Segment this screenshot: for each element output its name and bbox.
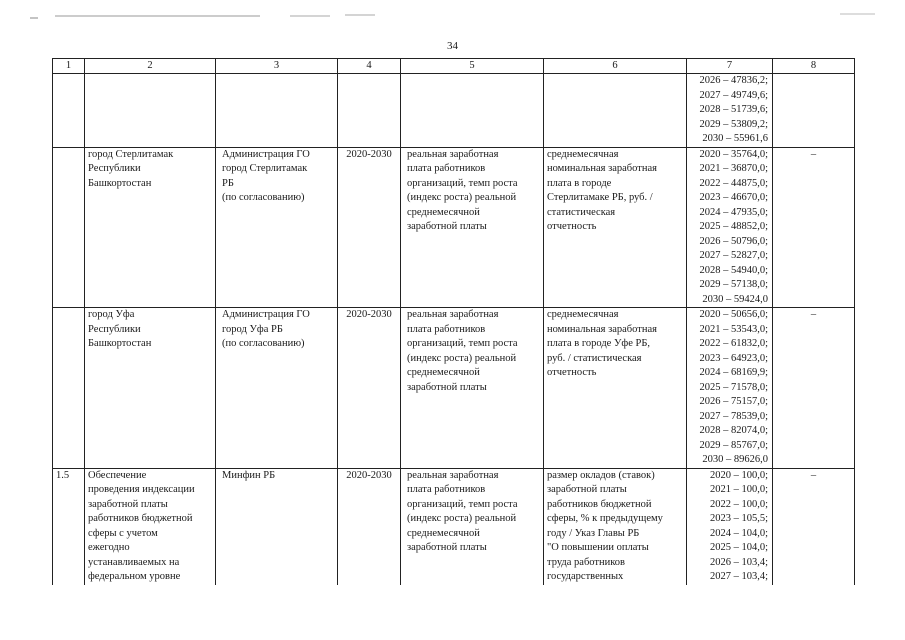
territory-cell: Обеспечение проведения индексации заработной платы работников бюджетной сферы с учетом ежегодно устанавливаемых на федеральном уровне	[85, 468, 216, 585]
note-cell: –	[773, 147, 855, 308]
note-cell: –	[773, 308, 855, 469]
executor-cell: Администрация ГО город Уфа РБ (по согласованию)	[216, 308, 338, 469]
scan-artifact-lines	[30, 12, 875, 22]
period-cell: 2020-2030	[338, 308, 401, 469]
measure-cell	[544, 74, 687, 148]
measure-cell: среднемесячная номинальная заработная плата в городе Стерлитамаке РБ, руб. / статистическая отчетность	[544, 147, 687, 308]
values-cell: 2020 – 100,0; 2021 – 100,0; 2022 – 100,0; 2023 – 105,5; 2024 – 104,0; 2025 – 104,0; 2026 – 103,4; 2027 – 103,4;	[687, 468, 773, 585]
executor-cell	[216, 74, 338, 148]
header-cell-7: 7	[687, 59, 773, 74]
territory-cell: город Уфа Республики Башкортостан	[85, 308, 216, 469]
header-cell-8: 8	[773, 59, 855, 74]
header-cell-3: 3	[216, 59, 338, 74]
period-cell	[338, 74, 401, 148]
values-cell: 2026 – 47836,2; 2027 – 49749,6; 2028 – 51739,6; 2029 – 53809,2; 2030 – 55961,6	[687, 74, 773, 148]
table-row	[53, 147, 855, 308]
indicator-cell	[401, 74, 544, 148]
row-number-cell: 1.5	[53, 468, 85, 585]
note-cell: –	[773, 468, 855, 585]
indicator-cell: реальная заработная плата работников организаций, темп роста (индекс роста) реальной среднемесячной заработной платы	[401, 147, 544, 308]
header-cell-6: 6	[544, 59, 687, 74]
measure-cell: среднемесячная номинальная заработная плата в городе Уфе РБ, руб. / статистическая отчетность	[544, 308, 687, 469]
document-table	[52, 58, 855, 585]
header-cell-4: 4	[338, 59, 401, 74]
executor-cell: Минфин РБ	[216, 468, 338, 585]
header-cell-2: 2	[85, 59, 216, 74]
values-cell: 2020 – 35764,0; 2021 – 36870,0; 2022 – 44875,0; 2023 – 46670,0; 2024 – 47935,0; 2025 – 48852,0; 2026 – 50796,0; 2027 – 52827,0; 2028 – 54940,0; 2029 – 57138,0; 2030 – 59424,0	[687, 147, 773, 308]
indicator-cell: реальная заработная плата работников организаций, темп роста (индекс роста) реальной среднемесячной заработной платы	[401, 308, 544, 469]
table-row	[53, 468, 855, 585]
indicator-cell: реальная заработная плата работников организаций, темп роста (индекс роста) реальной среднемесячной заработной платы	[401, 468, 544, 585]
header-cell-5: 5	[401, 59, 544, 74]
note-cell	[773, 74, 855, 148]
header-cell-1: 1	[53, 59, 85, 74]
row-number-cell	[53, 74, 85, 148]
table-row	[53, 308, 855, 469]
executor-cell: Администрация ГО город Стерлитамак РБ (по согласованию)	[216, 147, 338, 308]
row-number-cell	[53, 147, 85, 308]
page-number: 34	[447, 40, 458, 52]
period-cell: 2020-2030	[338, 147, 401, 308]
measure-cell: размер окладов (ставок) заработной платы работников бюджетной сферы, % к предыдущему году / Указ Главы РБ "О повышении оплаты труда работников государственных	[544, 468, 687, 585]
row-number-cell	[53, 308, 85, 469]
table-row	[53, 74, 855, 148]
values-cell: 2020 – 50656,0; 2021 – 53543,0; 2022 – 61832,0; 2023 – 64923,0; 2024 – 68169,9; 2025 – 71578,0; 2026 – 75157,0; 2027 – 78539,0; 2028 – 82074,0; 2029 – 85767,0; 2030 – 89626,0	[687, 308, 773, 469]
territory-cell	[85, 74, 216, 148]
territory-cell: город Стерлитамак Республики Башкортостан	[85, 147, 216, 308]
table-header-row	[53, 59, 855, 74]
period-cell: 2020-2030	[338, 468, 401, 585]
